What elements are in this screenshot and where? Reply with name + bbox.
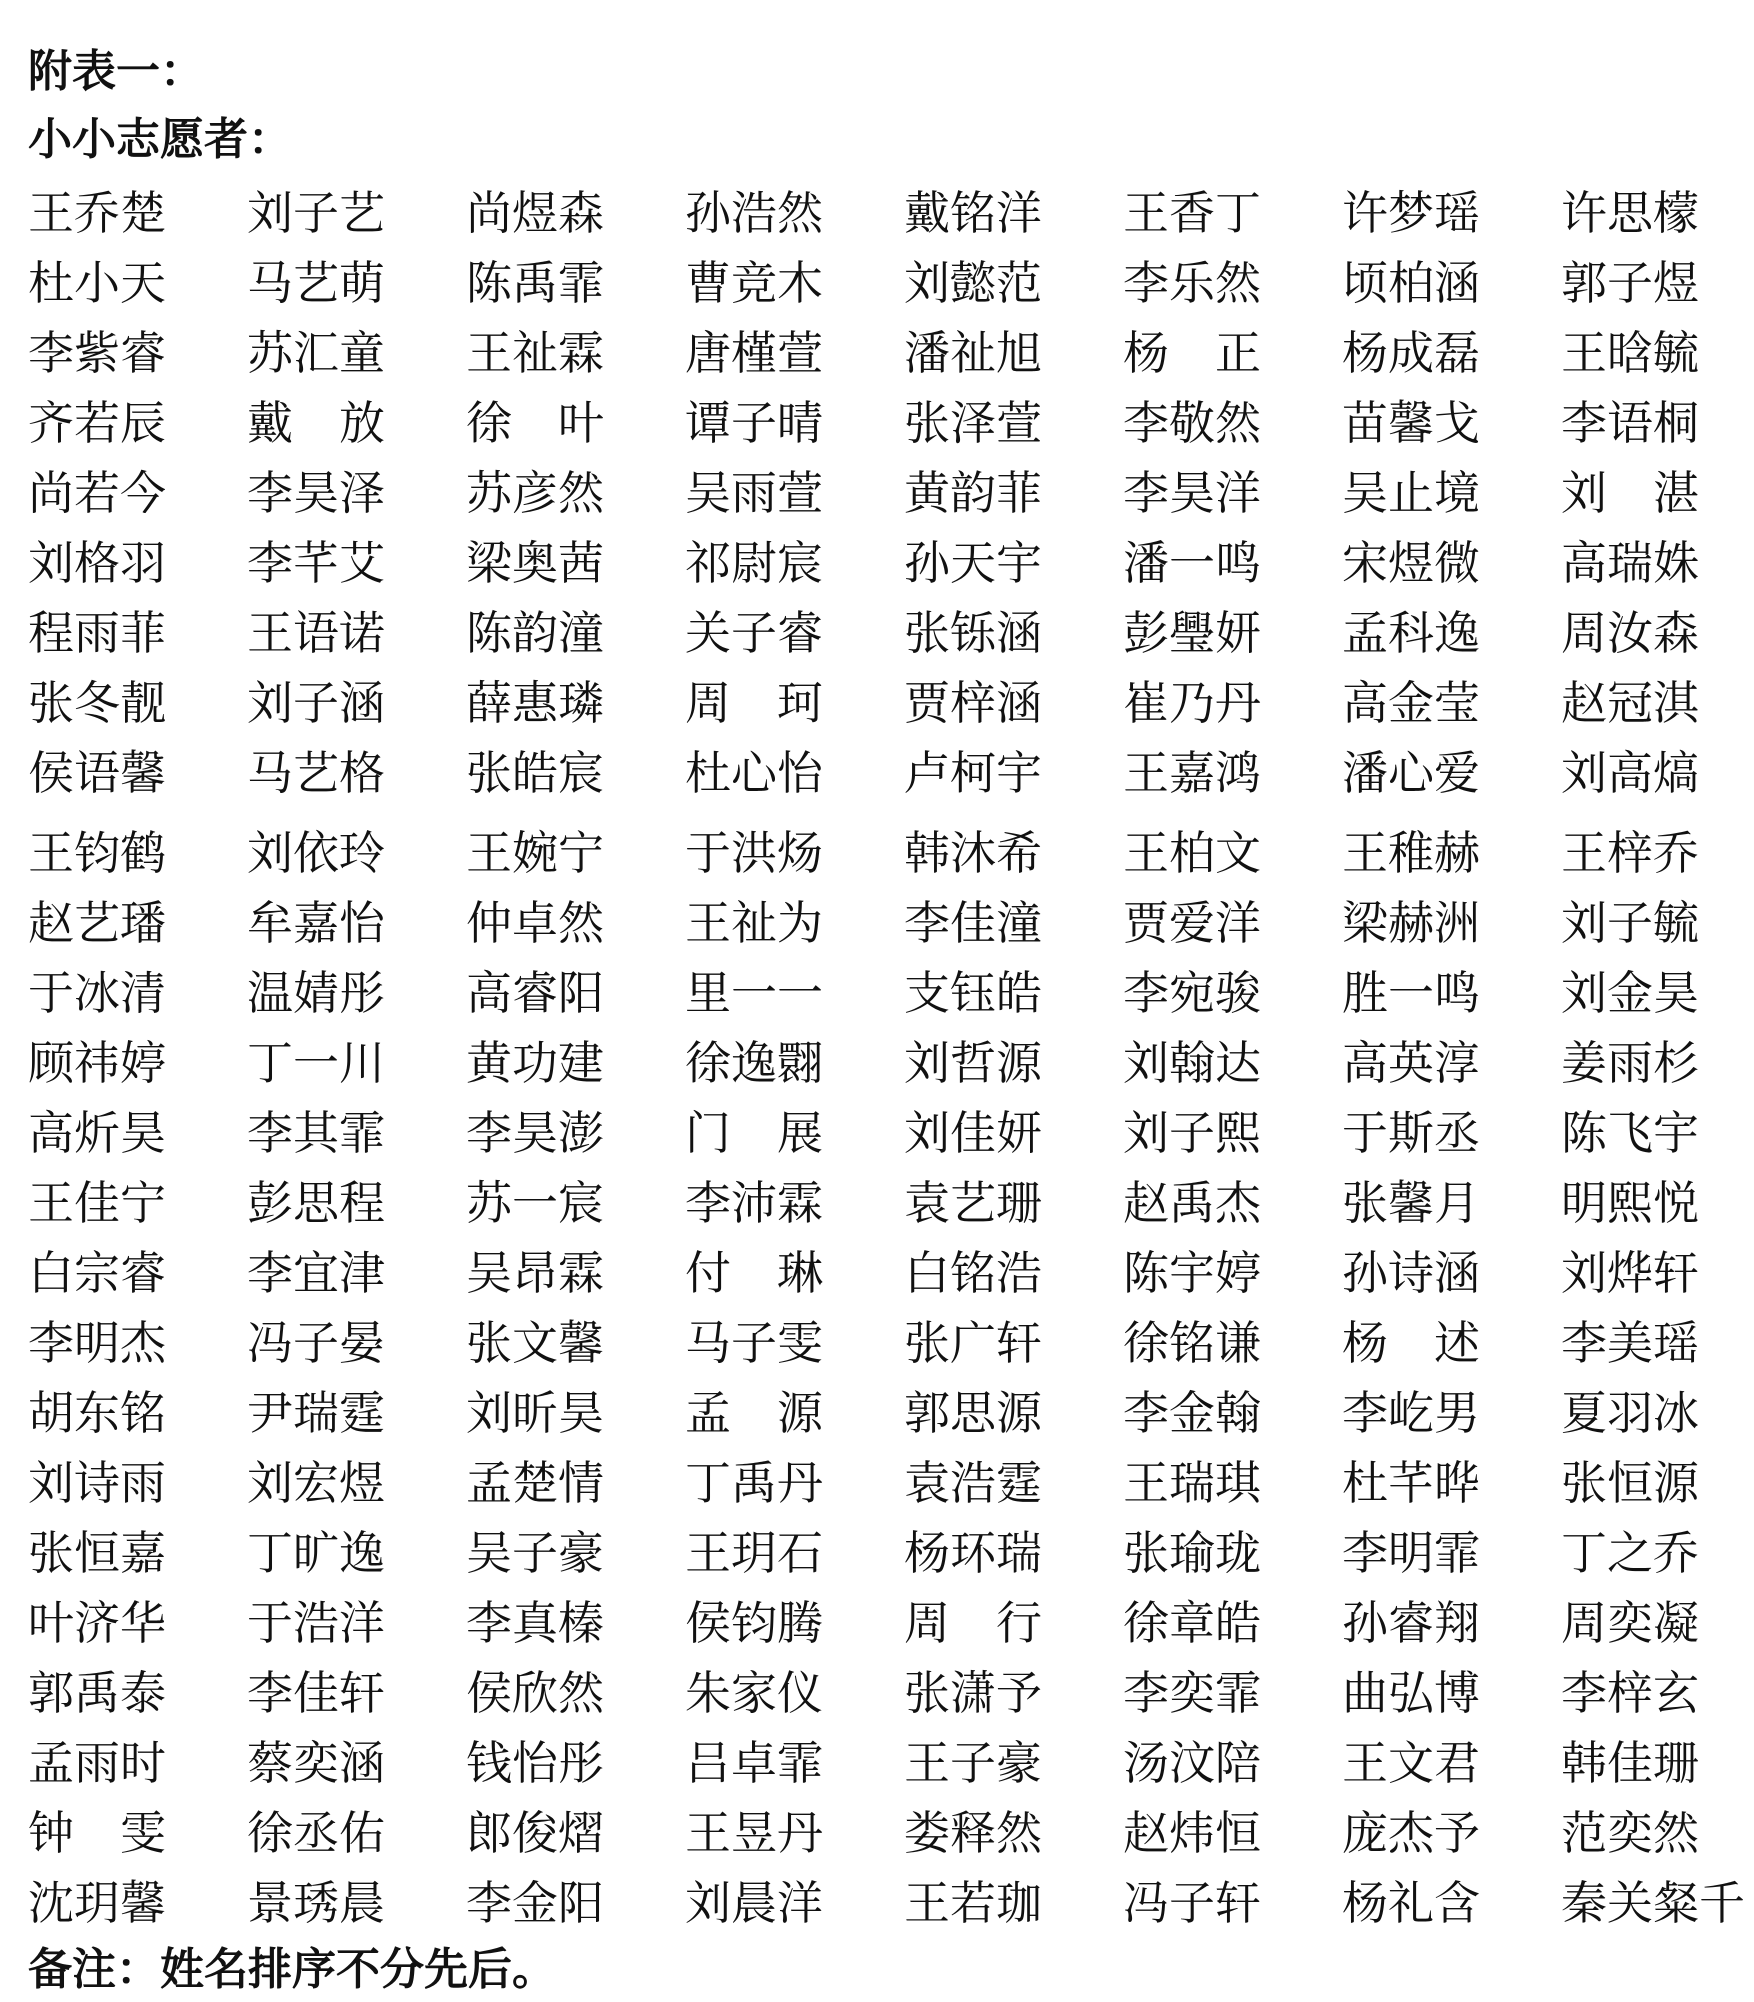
volunteer-name: 朱家仪 [685, 1666, 823, 1720]
volunteer-name: 许梦瑶 [1342, 186, 1480, 240]
volunteer-name: 梁赫洲 [1342, 896, 1480, 950]
volunteer-name: 李金阳 [466, 1876, 604, 1930]
volunteer-name: 周汝森 [1561, 606, 1699, 660]
appendix-title: 附表一： [28, 46, 204, 97]
volunteer-name: 徐章皓 [1123, 1596, 1261, 1650]
volunteer-name: 孙浩然 [685, 186, 823, 240]
volunteer-name: 侯钧腾 [685, 1596, 823, 1650]
volunteer-name: 吴子豪 [466, 1526, 604, 1580]
volunteer-name: 潘祉旭 [904, 326, 1042, 380]
volunteer-name: 孙天宇 [904, 536, 1042, 590]
volunteer-name: 张瑜珑 [1123, 1526, 1261, 1580]
volunteer-name: 王语诺 [247, 606, 385, 660]
volunteer-name: 冯子轩 [1123, 1876, 1261, 1930]
volunteer-name: 丁之乔 [1561, 1526, 1699, 1580]
volunteer-name: 王乔楚 [28, 186, 166, 240]
volunteer-name: 郭子煜 [1561, 256, 1699, 310]
volunteer-name: 李佳轩 [247, 1666, 385, 1720]
volunteer-name: 刘子涵 [247, 676, 385, 730]
volunteer-name: 里一一 [685, 966, 823, 1020]
volunteer-name: 袁浩霆 [904, 1456, 1042, 1510]
volunteer-name: 仲卓然 [466, 896, 604, 950]
volunteer-name: 孟 源 [685, 1386, 823, 1440]
volunteer-name: 王嘉鸿 [1123, 746, 1261, 800]
volunteer-name: 孙睿翔 [1342, 1596, 1480, 1650]
volunteer-name: 刘昕昊 [466, 1386, 604, 1440]
volunteer-name: 宋煜微 [1342, 536, 1480, 590]
volunteer-name: 李其霏 [247, 1106, 385, 1160]
volunteer-name: 梁奥茜 [466, 536, 604, 590]
volunteer-name: 门 展 [685, 1106, 823, 1160]
table-row [28, 818, 1728, 888]
volunteer-name: 叶济华 [28, 1596, 166, 1650]
volunteer-name: 赵禹杰 [1123, 1176, 1261, 1230]
volunteer-name: 王柏文 [1123, 826, 1261, 880]
table-row [28, 1868, 1745, 1938]
volunteer-name: 陈宇婷 [1123, 1246, 1261, 1300]
volunteer-name: 刘金昊 [1561, 966, 1699, 1020]
volunteer-name: 戴铭洋 [904, 186, 1042, 240]
volunteer-name: 吕卓霏 [685, 1736, 823, 1790]
volunteer-name: 刘翰达 [1123, 1036, 1261, 1090]
volunteer-name: 刘依玲 [247, 826, 385, 880]
volunteer-name: 刘 湛 [1561, 466, 1699, 520]
volunteer-name: 高金莹 [1342, 676, 1480, 730]
table-row [28, 1658, 1728, 1728]
volunteer-name: 韩沐希 [904, 826, 1042, 880]
volunteer-name: 唐槿萱 [685, 326, 823, 380]
volunteer-name: 于浩洋 [247, 1596, 385, 1650]
volunteer-name: 沈玥馨 [28, 1876, 166, 1930]
volunteer-name: 苗馨戈 [1342, 396, 1480, 450]
volunteer-name: 李昊澎 [466, 1106, 604, 1160]
volunteer-name: 关子睿 [685, 606, 823, 660]
volunteer-name: 李昊泽 [247, 466, 385, 520]
volunteer-name: 胡东铭 [28, 1386, 166, 1440]
volunteer-name: 吴昂霖 [466, 1246, 604, 1300]
volunteer-name: 潘一鸣 [1123, 536, 1261, 590]
volunteer-name: 潘心爱 [1342, 746, 1480, 800]
volunteer-name: 李语桐 [1561, 396, 1699, 450]
volunteer-name: 李宛骏 [1123, 966, 1261, 1020]
volunteer-name: 赵冠淇 [1561, 676, 1699, 730]
volunteer-name: 胜一鸣 [1342, 966, 1480, 1020]
table-row [28, 388, 1728, 458]
volunteer-name: 王婉宁 [466, 826, 604, 880]
volunteer-name: 李沛霖 [685, 1176, 823, 1230]
volunteer-name: 刘子毓 [1561, 896, 1699, 950]
table-row [28, 1448, 1728, 1518]
volunteer-name: 徐丞佑 [247, 1806, 385, 1860]
volunteer-name: 姜雨杉 [1561, 1036, 1699, 1090]
volunteer-name: 刘诗雨 [28, 1456, 166, 1510]
volunteer-name: 刘子艺 [247, 186, 385, 240]
volunteer-name: 杨成磊 [1342, 326, 1480, 380]
volunteer-name: 李真榛 [466, 1596, 604, 1650]
volunteer-name: 李明霏 [1342, 1526, 1480, 1580]
volunteer-name: 吴止境 [1342, 466, 1480, 520]
volunteer-name: 赵艺璠 [28, 896, 166, 950]
volunteer-name: 王梓乔 [1561, 826, 1699, 880]
volunteer-name: 李乐然 [1123, 256, 1261, 310]
volunteer-name: 王钧鹤 [28, 826, 166, 880]
volunteer-name: 蔡奕涵 [247, 1736, 385, 1790]
volunteer-name: 王子豪 [904, 1736, 1042, 1790]
volunteer-name: 王若珈 [904, 1876, 1042, 1930]
document [28, 38, 1745, 2002]
volunteer-name: 李奕霏 [1123, 1666, 1261, 1720]
volunteer-name: 徐逸翾 [685, 1036, 823, 1090]
volunteer-name: 王香丁 [1123, 186, 1261, 240]
table-row [28, 1168, 1728, 1238]
volunteer-name: 于冰清 [28, 966, 166, 1020]
volunteer-name: 谭子晴 [685, 396, 823, 450]
table-row [28, 1098, 1728, 1168]
volunteer-name: 周奕凝 [1561, 1596, 1699, 1650]
volunteer-name: 牟嘉怡 [247, 896, 385, 950]
table-row [28, 598, 1728, 668]
volunteer-name: 吴雨萱 [685, 466, 823, 520]
table-row [28, 1588, 1728, 1658]
volunteer-name: 丁禹丹 [685, 1456, 823, 1510]
volunteer-name: 马子雯 [685, 1316, 823, 1370]
volunteer-name: 祁尉宸 [685, 536, 823, 590]
volunteer-name: 孟楚情 [466, 1456, 604, 1510]
volunteer-name: 张馨月 [1342, 1176, 1480, 1230]
volunteer-name: 温婧彤 [247, 966, 385, 1020]
volunteer-name: 彭思程 [247, 1176, 385, 1230]
volunteer-name: 韩佳珊 [1561, 1736, 1699, 1790]
volunteer-name: 夏羽冰 [1561, 1386, 1699, 1440]
volunteer-name: 贾爱洋 [1123, 896, 1261, 950]
table-row [28, 1028, 1728, 1098]
table-row [28, 958, 1728, 1028]
table-row [28, 1308, 1728, 1378]
volunteer-name: 杜芊晔 [1342, 1456, 1480, 1510]
volunteer-name: 尹瑞霆 [247, 1386, 385, 1440]
volunteer-name: 张潇予 [904, 1666, 1042, 1720]
volunteer-name: 陈韵潼 [466, 606, 604, 660]
volunteer-name: 李昊洋 [1123, 466, 1261, 520]
volunteer-name: 程雨菲 [28, 606, 166, 660]
volunteer-name: 李宜津 [247, 1246, 385, 1300]
volunteer-name: 张广轩 [904, 1316, 1042, 1370]
volunteer-name: 李梓玄 [1561, 1666, 1699, 1720]
volunteer-name: 白铭浩 [904, 1246, 1042, 1300]
footer-note: 备注：姓名排序不分先后。 [28, 1944, 556, 1995]
volunteer-name: 王文君 [1342, 1736, 1480, 1790]
table-row [28, 1238, 1728, 1308]
table-row [28, 668, 1728, 738]
volunteer-name: 李紫睿 [28, 326, 166, 380]
volunteer-name: 齐若辰 [28, 396, 166, 450]
volunteer-name: 于洪炀 [685, 826, 823, 880]
volunteer-name: 王瑞琪 [1123, 1456, 1261, 1510]
volunteer-name: 顷柏涵 [1342, 256, 1480, 310]
volunteer-name: 曹竞木 [685, 256, 823, 310]
volunteer-name: 郭禹泰 [28, 1666, 166, 1720]
table-row [28, 1798, 1728, 1868]
table-row [28, 458, 1728, 528]
volunteer-name: 周 珂 [685, 676, 823, 730]
volunteer-name: 李屹男 [1342, 1386, 1480, 1440]
volunteer-name: 张恒嘉 [28, 1526, 166, 1580]
volunteer-name: 尚煜森 [466, 186, 604, 240]
volunteer-name-table [28, 178, 1745, 1938]
volunteer-name: 薛惠璘 [466, 676, 604, 730]
volunteer-name: 秦关粲千 [1561, 1876, 1745, 1930]
volunteer-name: 徐铭谦 [1123, 1316, 1261, 1370]
volunteer-name: 彭璺妍 [1123, 606, 1261, 660]
volunteer-name: 支钰皓 [904, 966, 1042, 1020]
volunteer-name: 戴 放 [247, 396, 385, 450]
volunteer-name: 范奕然 [1561, 1806, 1699, 1860]
table-row [28, 1378, 1728, 1448]
volunteer-name: 孟雨时 [28, 1736, 166, 1790]
volunteer-name: 高炘昊 [28, 1106, 166, 1160]
volunteer-name: 袁艺珊 [904, 1176, 1042, 1230]
volunteer-name: 张皓宸 [466, 746, 604, 800]
table-row [28, 178, 1728, 248]
volunteer-name: 庞杰予 [1342, 1806, 1480, 1860]
volunteer-name: 黄韵菲 [904, 466, 1042, 520]
volunteer-name: 李佳潼 [904, 896, 1042, 950]
volunteer-name: 付 琳 [685, 1246, 823, 1300]
volunteer-name: 娄释然 [904, 1806, 1042, 1860]
volunteer-name: 刘子熙 [1123, 1106, 1261, 1160]
volunteer-name: 王祉霖 [466, 326, 604, 380]
volunteer-name: 徐 叶 [466, 396, 604, 450]
group-title: 小小志愿者： [28, 114, 292, 165]
volunteer-name: 马艺格 [247, 746, 385, 800]
volunteer-name: 苏彦然 [466, 466, 604, 520]
volunteer-name: 陈飞宇 [1561, 1106, 1699, 1160]
volunteer-name: 王佳宁 [28, 1176, 166, 1230]
volunteer-name: 张冬靓 [28, 676, 166, 730]
volunteer-name: 贾梓涵 [904, 676, 1042, 730]
volunteer-name: 刘晨洋 [685, 1876, 823, 1930]
volunteer-name: 李芊艾 [247, 536, 385, 590]
volunteer-name: 崔乃丹 [1123, 676, 1261, 730]
volunteer-name: 黄功建 [466, 1036, 604, 1090]
volunteer-name: 刘烨轩 [1561, 1246, 1699, 1300]
volunteer-name: 孙诗涵 [1342, 1246, 1480, 1300]
volunteer-name: 钟 雯 [28, 1806, 166, 1860]
volunteer-name: 孟科逸 [1342, 606, 1480, 660]
volunteer-name: 王昱丹 [685, 1806, 823, 1860]
volunteer-name: 苏汇童 [247, 326, 385, 380]
volunteer-name: 张文馨 [466, 1316, 604, 1370]
volunteer-name: 丁旷逸 [247, 1526, 385, 1580]
volunteer-name: 刘佳妍 [904, 1106, 1042, 1160]
volunteer-name: 于斯丞 [1342, 1106, 1480, 1160]
volunteer-name: 高瑞姝 [1561, 536, 1699, 590]
volunteer-name: 景琇晨 [247, 1876, 385, 1930]
volunteer-name: 张泽萱 [904, 396, 1042, 450]
table-row [28, 248, 1728, 318]
volunteer-name: 高英淳 [1342, 1036, 1480, 1090]
table-row [28, 738, 1728, 808]
volunteer-name: 李美瑶 [1561, 1316, 1699, 1370]
volunteer-name: 杨 正 [1123, 326, 1261, 380]
volunteer-name: 明熙悦 [1561, 1176, 1699, 1230]
volunteer-name: 周 行 [904, 1596, 1042, 1650]
volunteer-name: 王祉为 [685, 896, 823, 950]
volunteer-name: 杨礼含 [1342, 1876, 1480, 1930]
table-row [28, 318, 1728, 388]
volunteer-name: 汤汶陪 [1123, 1736, 1261, 1790]
volunteer-name: 李敬然 [1123, 396, 1261, 450]
volunteer-name: 许思檬 [1561, 186, 1699, 240]
table-row [28, 1518, 1728, 1588]
volunteer-name: 侯欣然 [466, 1666, 604, 1720]
volunteer-name: 王晗毓 [1561, 326, 1699, 380]
volunteer-name: 钱怡彤 [466, 1736, 604, 1790]
volunteer-name: 顾祎婷 [28, 1036, 166, 1090]
volunteer-name: 杜小天 [28, 256, 166, 310]
volunteer-name: 高睿阳 [466, 966, 604, 1020]
volunteer-name: 李金翰 [1123, 1386, 1261, 1440]
volunteer-name: 李明杰 [28, 1316, 166, 1370]
volunteer-name: 刘哲源 [904, 1036, 1042, 1090]
volunteer-name: 张恒源 [1561, 1456, 1699, 1510]
volunteer-name: 冯子晏 [247, 1316, 385, 1370]
volunteer-name: 刘格羽 [28, 536, 166, 590]
volunteer-name: 王玥石 [685, 1526, 823, 1580]
volunteer-name: 苏一宸 [466, 1176, 604, 1230]
table-row [28, 528, 1728, 598]
volunteer-name: 杨 述 [1342, 1316, 1480, 1370]
volunteer-name: 丁一川 [247, 1036, 385, 1090]
volunteer-name: 白宗睿 [28, 1246, 166, 1300]
volunteer-name: 赵炜恒 [1123, 1806, 1261, 1860]
table-row [28, 1728, 1728, 1798]
volunteer-name: 曲弘博 [1342, 1666, 1480, 1720]
volunteer-name: 张铄涵 [904, 606, 1042, 660]
volunteer-name: 刘懿范 [904, 256, 1042, 310]
volunteer-name: 马艺萌 [247, 256, 385, 310]
volunteer-name: 杨环瑞 [904, 1526, 1042, 1580]
volunteer-name: 王稚赫 [1342, 826, 1480, 880]
volunteer-name: 刘高熇 [1561, 746, 1699, 800]
volunteer-name: 陈禹霏 [466, 256, 604, 310]
volunteer-name: 郎俊熠 [466, 1806, 604, 1860]
volunteer-name: 杜心怡 [685, 746, 823, 800]
volunteer-name: 刘宏煜 [247, 1456, 385, 1510]
table-row [28, 888, 1728, 958]
volunteer-name: 侯语馨 [28, 746, 166, 800]
volunteer-name: 卢柯宇 [904, 746, 1042, 800]
volunteer-name: 尚若今 [28, 466, 166, 520]
volunteer-name: 郭思源 [904, 1386, 1042, 1440]
